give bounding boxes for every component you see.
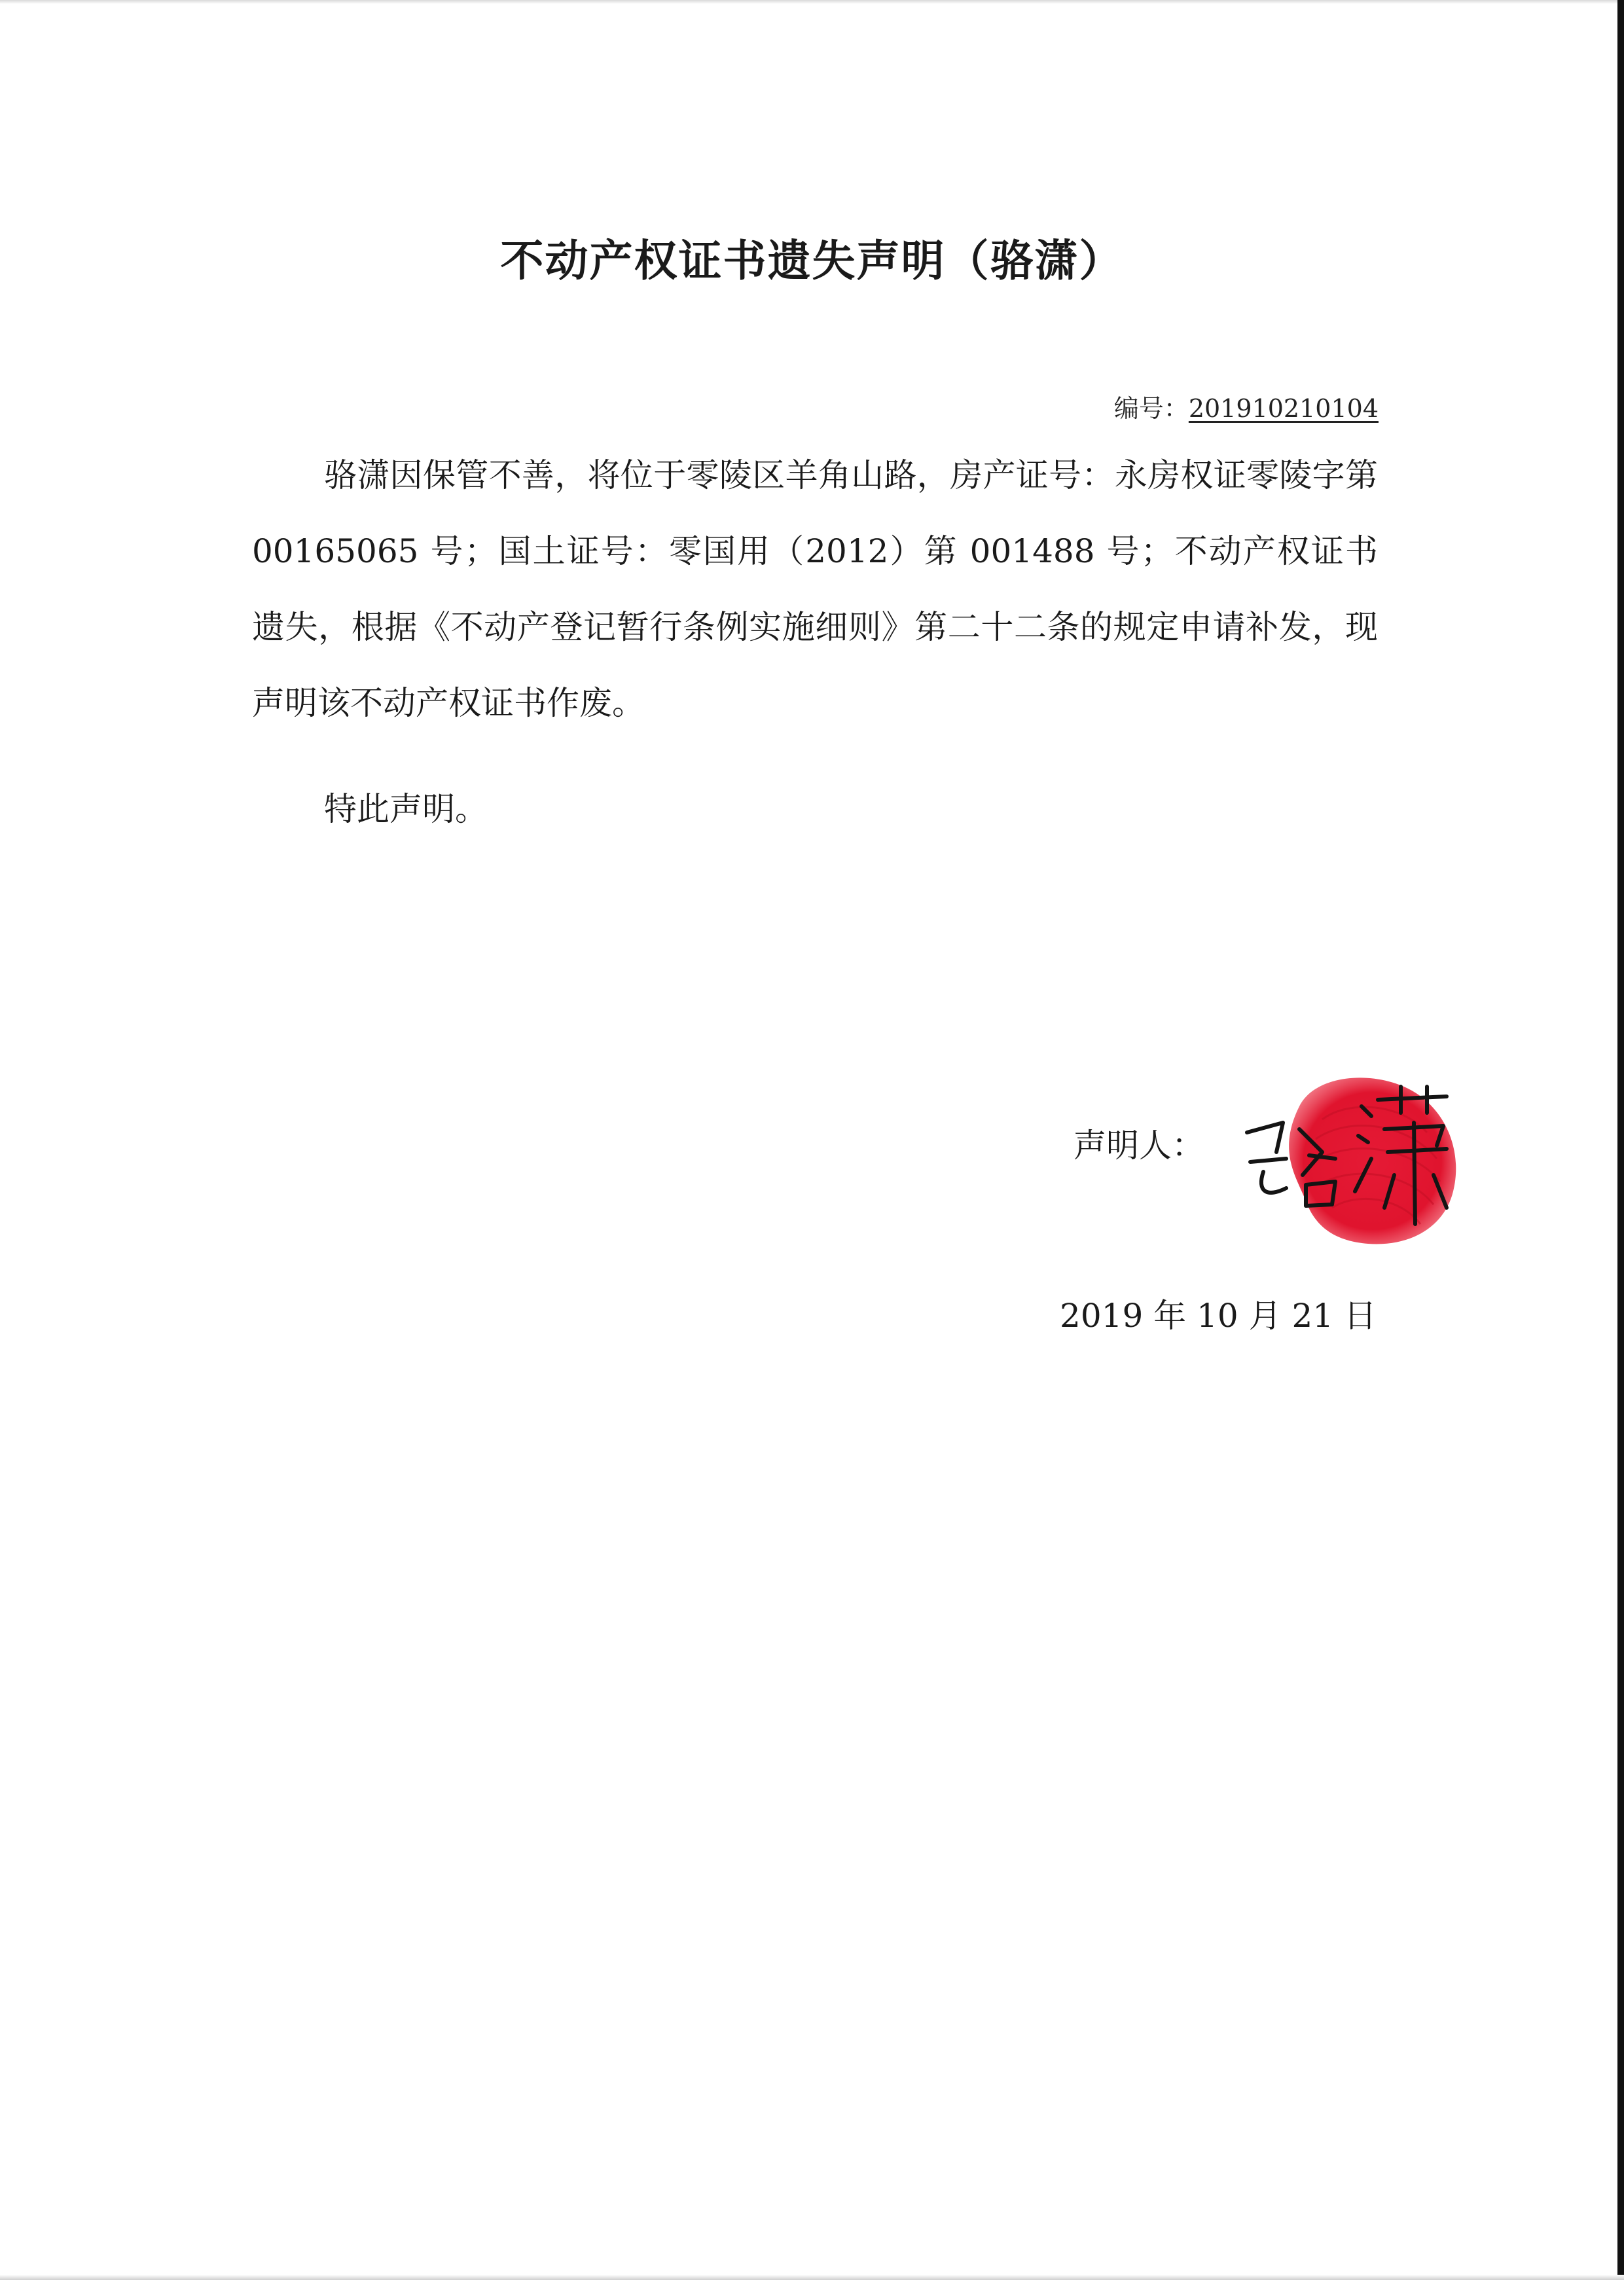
declaration-body: 骆潇因保管不善，将位于零陵区羊角山路，房产证号：永房权证零陵字第 00165065 号；国土证号：零国用（2012）第 001488 号；不动产权证书遗失，根据《不动产登记暂行条例实施细则》第二十二条的规定申请补发，现声明该不动产权证书作废。: [252, 456, 1378, 722]
document-number-label: 编号：: [1113, 394, 1189, 423]
document-number-value: 201910210104: [1188, 394, 1379, 423]
scan-edge-right: [1617, 0, 1624, 2280]
declaration-date: 2019 年 10 月 21 日: [1060, 1297, 1377, 1335]
fingerprint-signature: [1237, 1060, 1473, 1257]
declarant-label: 声明人：: [1074, 1127, 1204, 1165]
declaration-closing: 特此声明。: [324, 790, 488, 828]
scan-edge-bottom: [0, 2275, 1624, 2280]
document-number: [1114, 388, 1379, 424]
document-title: 不动产权证书遗失声明（骆潇）: [500, 235, 1124, 286]
scan-edge-top: [0, 0, 1624, 4]
